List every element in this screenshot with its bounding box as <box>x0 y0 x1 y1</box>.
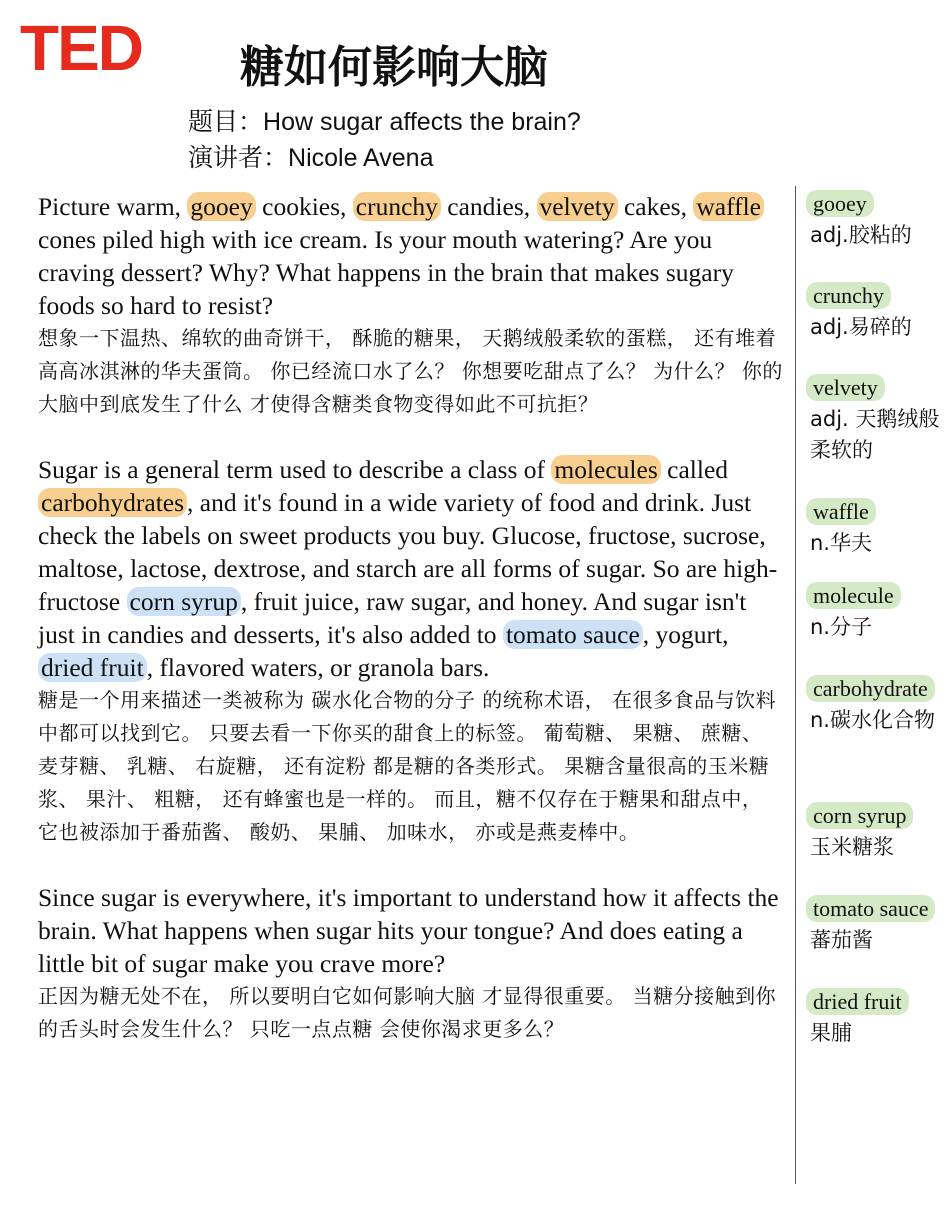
highlighted-term: waffle <box>693 192 764 221</box>
glossary-word: velvety <box>806 374 885 401</box>
highlighted-term: velvety <box>537 192 618 221</box>
glossary-entry-carbohydrate <box>806 675 950 736</box>
talk-topic <box>188 106 581 138</box>
glossary-entry-gooey <box>806 190 950 251</box>
glossary-word: waffle <box>806 498 876 525</box>
glossary-definition: 果脯 <box>810 1021 852 1045</box>
transcript <box>38 190 783 1078</box>
glossary-word: molecule <box>806 582 901 609</box>
highlighted-term: corn syrup <box>127 587 241 616</box>
english-text: Since sugar is everywhere, it's important to understand how it affects the brain. What happens when sugar hits your tongue? And does eating a little bit of sugar make you crave more? <box>38 883 779 978</box>
highlighted-term: crunchy <box>353 192 441 221</box>
glossary-word: crunchy <box>806 282 891 309</box>
ted-logo: TED <box>20 12 142 84</box>
chinese-text: 正因为糖无处不在， 所以要明白它如何影响大脑 才显得很重要。 当糖分接触到你的舌头时会发生什么？ 只吃一点点糖 会使你渴求更多么？ <box>38 984 777 1041</box>
highlighted-term: gooey <box>187 192 255 221</box>
highlighted-term: dried fruit <box>38 653 147 682</box>
english-text: Sugar is a general term used to describe a class of molecules called carbohydrates , and it's found in a wide variety of food and drink. Just check the labels on sweet products you buy. Glucose, fructose, sucrose, maltose, lactose, dextrose, and starch are all forms of sugar. So are high-fructose corn syrup , fruit juice, raw sugar, and honey. And sugar isn't just in candies and desserts, it's also added to tomato sauce , yogurt, dried fruit , flavored waters, or granola bars. <box>38 455 778 682</box>
glossary-entry-tomato-sauce <box>806 895 950 956</box>
glossary-definition: adj. 天鹅绒般柔软的 <box>810 407 940 462</box>
english-text: Picture warm, gooey cookies, crunchy candies, velvety cakes, waffle cones piled high with ice cream. Is your mouth watering? Are you craving dessert? Why? What happens in the brain that makes sugary foods so hard to resist? <box>38 190 783 322</box>
page-title: 糖如何影响大脑 <box>240 42 548 93</box>
topic-value: How sugar affects the brain? <box>263 108 581 136</box>
glossary-word: dried fruit <box>806 988 909 1015</box>
glossary-entry-crunchy <box>806 282 950 343</box>
glossary-definition: n.华夫 <box>810 531 872 555</box>
paragraph-2 <box>38 453 783 849</box>
glossary-definition: n.分子 <box>810 615 872 639</box>
glossary-entry-waffle <box>806 498 950 559</box>
column-divider <box>795 186 796 1184</box>
paragraph-1 <box>38 190 783 421</box>
glossary-entry-molecule <box>806 582 950 643</box>
glossary-definition: adj.易碎的 <box>810 315 912 339</box>
chinese-text: 糖是一个用来描述一类被称为 碳水化合物的分子 的统称术语， 在很多食品与饮料中都可以找到它。 只要去看一下你买的甜食上的标签。 葡萄糖、 果糖、 蔗糖、 麦芽糖、 乳糖、 右旋糖， 还有淀粉 都是糖的各类形式。 果糖含量很高的玉米糖浆、 果汁、 粗糖， 还有蜂蜜也是一样的。 而且，糖不仅存在于糖果和甜点中， 它也被添加于番茄酱、 酸奶、 果脯、 加味水， 亦或是燕麦棒中。 <box>38 688 777 844</box>
glossary-word: carbohydrate <box>806 675 935 702</box>
glossary-definition: 玉米糖浆 <box>810 835 894 859</box>
highlighted-term: tomato sauce <box>503 620 643 649</box>
speaker-label: 演讲者： <box>188 144 289 172</box>
chinese-text: 想象一下温热、绵软的曲奇饼干， 酥脆的糖果， 天鹅绒般柔软的蛋糕， 还有堆着高高冰淇淋的华夫蛋筒。 你已经流口水了么？ 你想要吃甜点了么？ 为什么？ 你的大脑中到底发生了什么 才使得含糖类食物变得如此不可抗拒？ <box>38 326 783 416</box>
highlighted-term: carbohydrates <box>38 488 187 517</box>
speaker-value: Nicole Avena <box>288 144 434 172</box>
glossary-entry-velvety <box>806 374 950 466</box>
highlighted-term: molecules <box>551 455 660 484</box>
glossary-word: gooey <box>806 190 874 217</box>
glossary-definition: n.碳水化合物 <box>810 708 935 732</box>
talk-speaker <box>188 142 434 174</box>
glossary-word: corn syrup <box>806 802 913 829</box>
paragraph-3 <box>38 881 783 1046</box>
glossary-definition: 蕃茄酱 <box>810 928 873 952</box>
glossary-word: tomato sauce <box>806 895 935 922</box>
glossary-definition: adj.胶粘的 <box>810 223 912 247</box>
topic-label: 题目： <box>188 108 264 136</box>
glossary-entry-dried-fruit <box>806 988 950 1049</box>
glossary-entry-corn-syrup <box>806 802 950 863</box>
